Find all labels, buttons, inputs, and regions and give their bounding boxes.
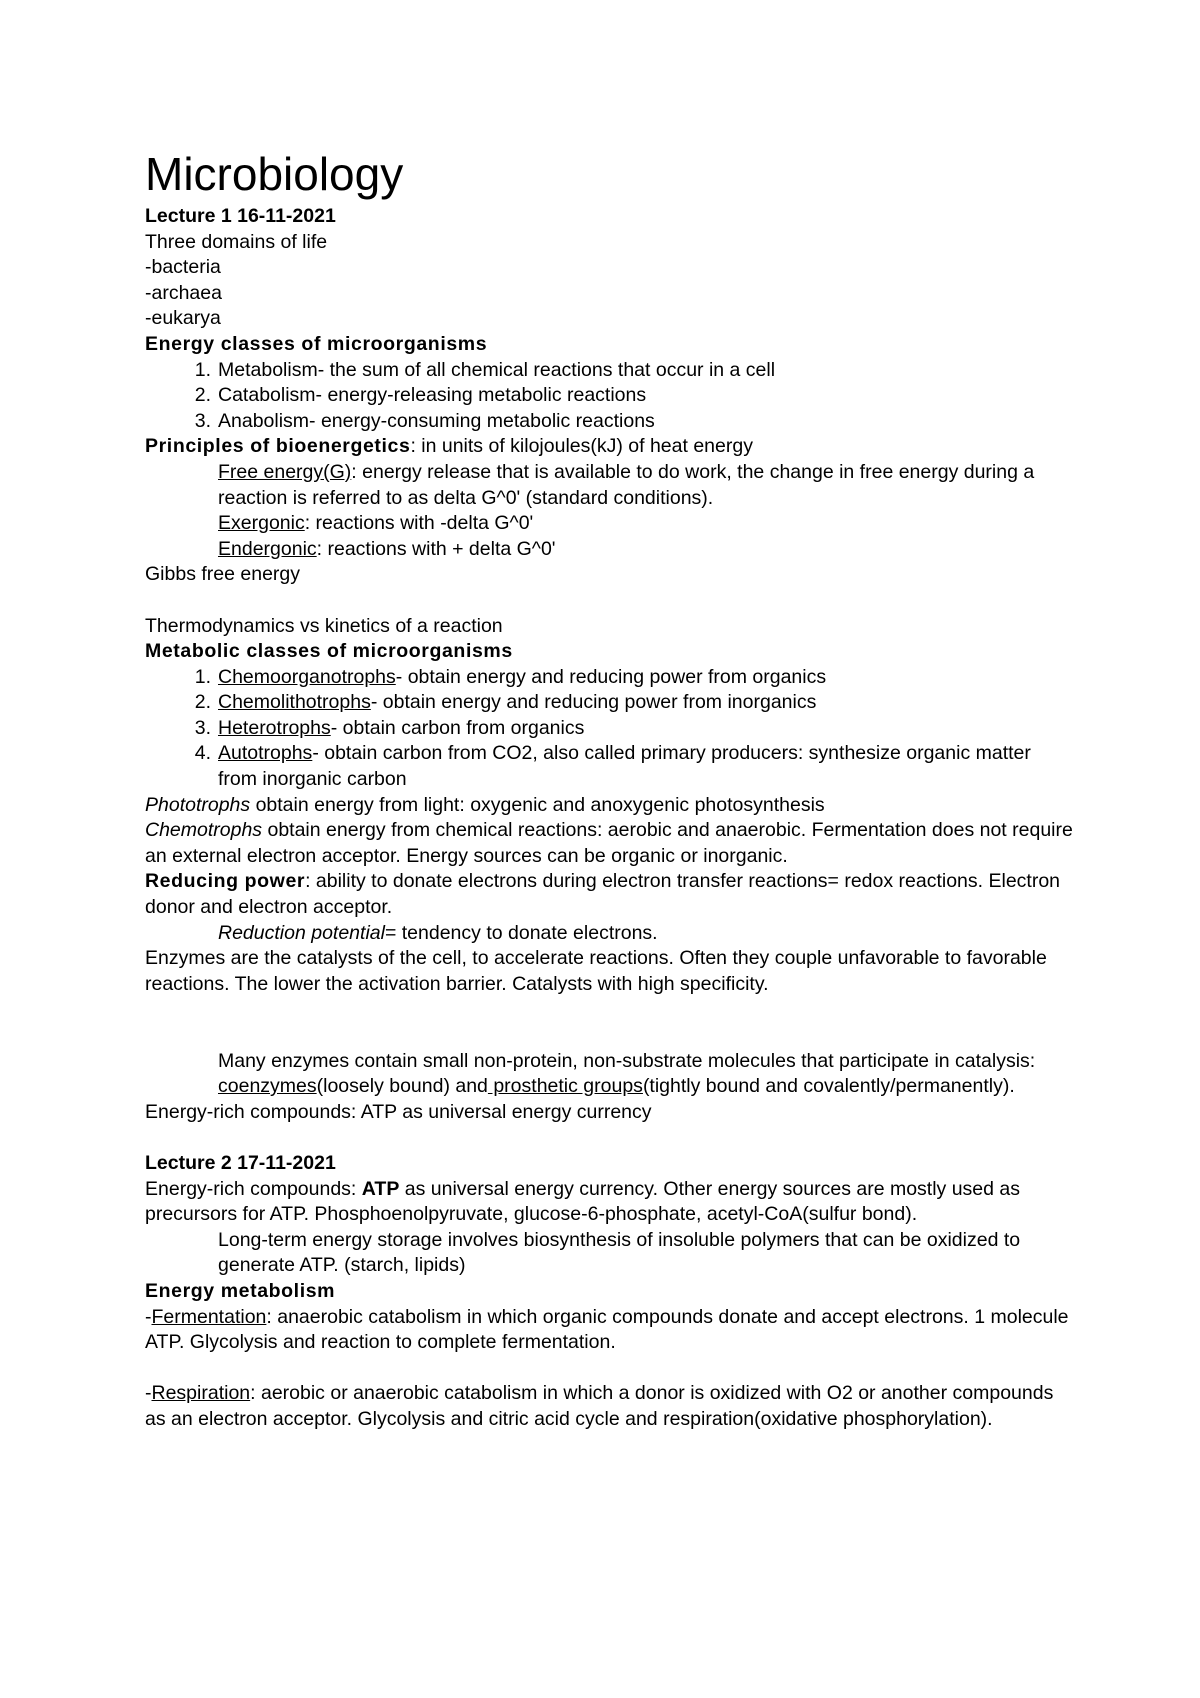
free-energy-paragraph	[145, 460, 1075, 511]
exergonic-paragraph	[145, 511, 1075, 537]
document-body	[145, 146, 1075, 1433]
storage-paragraph: Long-term energy storage involves biosynthesis of insoluble polymers that can be oxidized to generate ATP. (starch, lipids)	[218, 1228, 1021, 1277]
prosthetic-groups-label: prosthetic groups	[487, 1075, 643, 1098]
term-label: Chemolithotrophs	[218, 691, 371, 714]
atp-paragraph	[145, 1177, 1075, 1228]
list-item	[145, 690, 1075, 716]
list-text: Metabolism- the sum of all chemical reactions that occur in a cell	[218, 358, 776, 381]
reducing-power-paragraph	[145, 869, 1075, 920]
exergonic-label: Exergonic	[218, 512, 305, 535]
list-item	[145, 358, 1075, 384]
atp-label: ATP	[361, 1177, 400, 1200]
coenzymes-post: (tightly bound and covalently/permanently).	[642, 1075, 1015, 1098]
reducing-power-label: Reducing power	[145, 870, 306, 893]
list-number: 1.	[194, 665, 211, 688]
principles-text: : in units of kilojoules(kJ) of heat energy	[410, 435, 753, 458]
chemotrophs-label: Chemotrophs	[145, 819, 263, 842]
metabolic-classes-heading: Metabolic classes of microorganisms	[145, 640, 513, 663]
fermentation-dash: -	[145, 1305, 152, 1328]
enzymes-paragraph: Enzymes are the catalysts of the cell, to accelerate reactions. Often they couple unfavorable to favorable reactions. The lower the activation barrier. Catalysts with high specificity.	[145, 947, 1047, 995]
energy-metabolism-heading: Energy metabolism	[145, 1279, 336, 1302]
respiration-label: Respiration	[151, 1382, 251, 1405]
respiration-dash: -	[145, 1382, 152, 1405]
list-number: 4.	[194, 742, 211, 765]
list-text: Catabolism- energy-releasing metabolic reactions	[218, 384, 647, 407]
domains-intro: Three domains of life	[145, 230, 328, 253]
list-number: 2.	[194, 691, 211, 714]
respiration-paragraph	[145, 1381, 1075, 1432]
respiration-text: : aerobic or anaerobic catabolism in which a donor is oxidized with O2 or another compounds as an electron acceptor. Glycolysis and citric acid cycle and respiration(oxidative phosphorylation).	[145, 1382, 1054, 1430]
document-title: Microbiology	[145, 148, 404, 200]
principles-paragraph	[145, 434, 1075, 460]
term-text: - obtain carbon from CO2, also called primary producers: synthesize organic matter from inorganic carbon	[218, 742, 1031, 791]
term-text: - obtain energy and reducing power from organics	[395, 665, 827, 688]
gibbs-line: Gibbs free energy	[145, 563, 301, 586]
term-text: - obtain carbon from organics	[330, 716, 585, 739]
fermentation-text: : anaerobic catabolism in which organic compounds donate and accept electrons. 1 molecule ATP. Glycolysis and reaction to complete fermentation.	[145, 1305, 1069, 1354]
atp-pre: Energy-rich compounds:	[145, 1177, 362, 1200]
free-energy-text: : energy release that is available to do work, the change in free energy during a reaction is referred to as delta G^0' (standard conditions).	[218, 460, 1035, 509]
metabolic-classes-list	[145, 665, 1075, 793]
endergonic-paragraph	[145, 537, 1075, 563]
thermo-line: Thermodynamics vs kinetics of a reaction	[145, 614, 503, 637]
list-item	[145, 741, 1075, 792]
list-text: Anabolism- energy-consuming metabolic reactions	[218, 409, 655, 432]
domain-item: -archaea	[145, 281, 222, 304]
domain-item: -eukarya	[145, 307, 221, 330]
principles-label: Principles of bioenergetics	[145, 435, 411, 458]
list-number: 1.	[194, 358, 211, 381]
list-item	[145, 383, 1075, 409]
coenzymes-label: coenzymes	[218, 1075, 317, 1098]
blank-line	[145, 588, 1075, 614]
exergonic-text: : reactions with -delta G^0'	[304, 512, 534, 535]
list-number: 3.	[194, 409, 211, 432]
list-number: 2.	[194, 384, 211, 407]
energy-classes-list	[145, 358, 1075, 435]
list-item	[145, 409, 1075, 435]
domain-item: -bacteria	[145, 256, 221, 279]
atp-post: as universal energy currency. Other energy sources are mostly used as precursors for ATP. Phosphoenolpyruvate, glucose-6-phosphate, acetyl-CoA(sulfur bond).	[145, 1177, 1021, 1226]
chemotrophs-text: obtain energy from chemical reactions: aerobic and anaerobic. Fermentation does not require an external electron acceptor. Energy sources can be organic or inorganic.	[145, 819, 1073, 867]
blank-line	[145, 1125, 1075, 1151]
reduction-potential-paragraph	[145, 921, 1075, 947]
reduction-potential-label: Reduction potential	[218, 921, 385, 944]
term-text: - obtain energy and reducing power from inorganics	[370, 691, 817, 714]
fermentation-label: Fermentation	[151, 1305, 267, 1328]
coenzymes-mid: (loosely bound) and	[316, 1075, 488, 1098]
lecture-2-heading: Lecture 2 17-11-2021	[145, 1151, 336, 1174]
term-label: Chemoorganotrophs	[218, 665, 396, 688]
term-label: Heterotrophs	[218, 716, 331, 739]
list-item	[145, 716, 1075, 742]
lecture-1-heading: Lecture 1 16-11-2021	[145, 205, 336, 227]
phototrophs-paragraph	[145, 793, 1075, 819]
free-energy-label: Free energy(G)	[218, 460, 352, 483]
term-label: Autotrophs	[218, 742, 313, 765]
endergonic-text: : reactions with + delta G^0'	[316, 537, 556, 560]
reduction-potential-text: = tendency to donate electrons.	[384, 921, 658, 944]
reducing-power-text: : ability to donate electrons during electron transfer reactions= redox reactions. Electron donor and electron acceptor.	[145, 870, 1061, 919]
fermentation-paragraph	[145, 1305, 1075, 1356]
energy-rich-line: Energy-rich compounds: ATP as universal energy currency	[145, 1100, 652, 1123]
energy-classes-heading: Energy classes of microorganisms	[145, 332, 488, 355]
coenzymes-paragraph	[145, 1049, 1075, 1100]
list-number: 3.	[194, 716, 211, 739]
chemotrophs-paragraph	[145, 818, 1075, 869]
blank-line	[145, 997, 1075, 1048]
phototrophs-label: Phototrophs	[145, 793, 251, 816]
list-item	[145, 665, 1075, 691]
endergonic-label: Endergonic	[218, 537, 317, 560]
phototrophs-text: obtain energy from light: oxygenic and anoxygenic photosynthesis	[250, 793, 825, 816]
coenzymes-pre: Many enzymes contain small non-protein, non-substrate molecules that participate in catalysis:	[218, 1049, 1036, 1072]
blank-line	[145, 1356, 1075, 1382]
